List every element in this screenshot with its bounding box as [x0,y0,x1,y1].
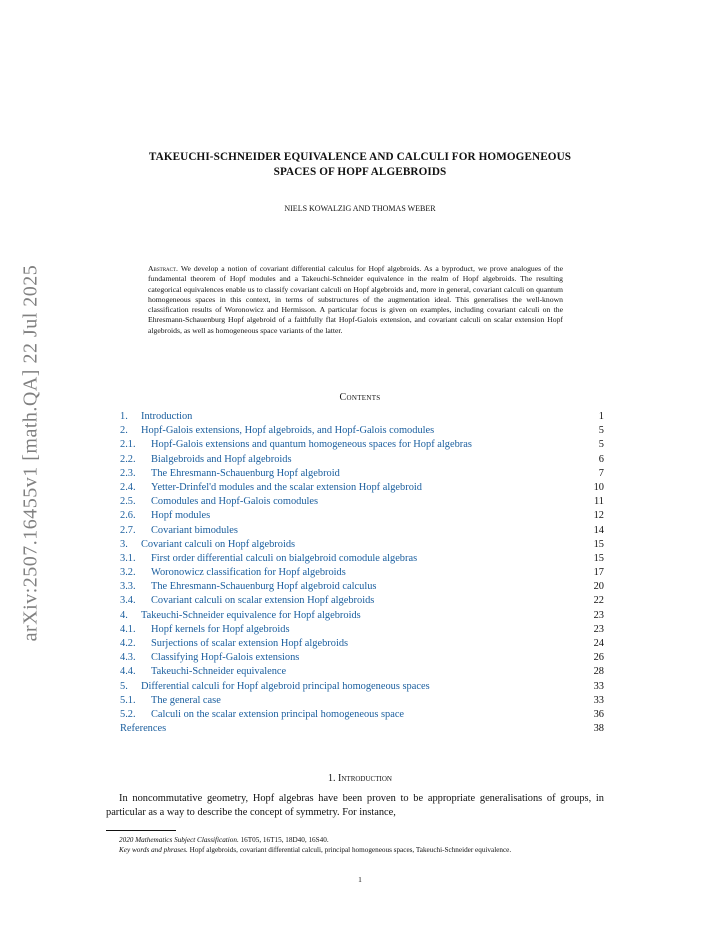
toc-entry-number: 3.3. [120,581,136,593]
toc-entry-page: 23 [593,623,604,635]
toc-entry[interactable] [120,566,604,580]
toc-entry[interactable] [120,623,604,637]
toc-entry-number: 4.4. [120,666,136,678]
contents-heading: Contents [339,392,381,403]
toc-entry[interactable] [120,680,604,694]
toc-entry-title[interactable]: Differential calculi for Hopf algebroid principal homogeneous spaces [141,680,430,692]
toc-entry[interactable] [120,637,604,651]
toc-entry[interactable] [120,580,604,594]
section-number: 1. [328,773,336,784]
toc-entry[interactable] [120,694,604,708]
toc-entry-page: 5 [598,425,604,437]
title-line-2: SPACES OF HOPF ALGEBROIDS [273,166,447,178]
toc-entry-title[interactable]: Calculi on the scalar extension principal homogeneous space [151,708,405,720]
toc-entry-number: 2.2. [120,453,136,465]
toc-entry-title[interactable]: References [120,723,167,735]
toc-entry-page: 22 [593,595,604,607]
abstract-text: We develop a notion of covariant differential calculus for Hopf algebroids. As a byproduct, we prove analogues of the fundamental theorem of Hopf modules and a Takeuchi-Schneider equivalence in the realm of Hopf algebroids. The resulting categorical equivalences enable us to classify covariant calculi on Hopf algebroids and, more in general, covariant calculi on quantum homogeneous spaces in this context, in terms of substructures of the augmentation ideal. This generalises the well-known classification results of Woronowicz and Hermisson. A particular focus is given on examples, including covariant calculi on the Ehresmann-Schauenburg Hopf algebroid of a faithfully flat Hopf-Galois extension, and covariant calculi on scalar extension Hopf algebroids, as well as homogeneous space variants of the latter. [148,264,563,335]
toc-entry[interactable] [120,552,604,566]
toc-entry-page: 28 [593,666,604,678]
toc-entry-page: 36 [593,708,604,720]
toc-entry-page: 5 [598,439,604,451]
toc-entry-title[interactable]: Hopf-Galois extensions and quantum homogeneous spaces for Hopf algebras [151,439,472,451]
toc-entry-title[interactable]: Comodules and Hopf-Galois comodules [151,496,319,508]
toc-entry[interactable] [120,708,604,722]
toc-entry-title[interactable]: Hopf kernels for Hopf algebroids [151,623,290,635]
abstract-label: Abstract. [148,264,178,273]
msc-text: 16T05, 16T15, 18D40, 16S40. [240,836,329,844]
footnote-keywords [106,846,604,856]
page-number: 1 [358,875,362,884]
intro-paragraph: In noncommutative geometry, Hopf algebras have been proven to be appropriate generalisations of groups, in particular as a way to describe the concept of symmetry. For instance, [106,793,604,818]
toc-entry-title[interactable]: First order differential calculi on bialgebroid comodule algebras [151,552,418,564]
toc-entry-title[interactable]: Covariant calculi on Hopf algebroids [141,538,296,550]
section-heading [100,773,620,784]
toc-entry-number: 3.2. [120,567,136,579]
msc-label: 2020 Mathematics Subject Classification. [119,836,239,844]
toc-entry-number: 5. [120,680,128,692]
keywords-text: Hopf algebroids, covariant differential calculi, principal homogeneous spaces, Takeuchi-Schneider equivalence. [189,845,512,854]
toc-entry[interactable] [120,424,604,438]
toc-entry-page: 33 [593,694,604,706]
toc-entry-number: 1. [120,411,128,422]
toc-entry-number: 3.4. [120,595,136,607]
toc-entry[interactable] [120,594,604,608]
toc-entry[interactable] [120,665,604,679]
toc-entry-page: 24 [593,638,604,649]
toc-entry-number: 4.1. [120,623,136,635]
arxiv-stamp [18,248,44,658]
toc-entry-title[interactable]: Classifying Hopf-Galois extensions [151,652,300,664]
toc-entry-title[interactable]: Bialgebroids and Hopf algebroids [151,453,292,465]
toc-entry-title[interactable]: Takeuchi-Schneider equivalence [151,666,287,678]
toc-entry-page: 11 [593,496,604,508]
toc-entry-title[interactable]: The general case [151,694,221,706]
toc-entry-page: 10 [593,481,604,493]
toc-entry-page: 17 [593,567,604,579]
toc-entry-page: 15 [593,552,604,564]
toc-entry-page: 14 [593,524,604,536]
keywords-label: Key words and phrases. [119,845,188,854]
toc-entry[interactable] [120,481,604,495]
toc-entry-number: 2.3. [120,467,136,479]
toc-entry[interactable] [120,651,604,665]
toc-entry-page: 7 [598,467,604,479]
abstract [148,264,563,336]
toc-entry-page: 23 [593,609,604,621]
toc-entry-page: 20 [593,581,604,593]
toc-entry[interactable] [120,538,604,552]
footnote-rule [106,830,176,831]
toc-entry-page: 33 [593,680,604,692]
table-of-contents [120,410,604,736]
toc-entry-number: 2.5. [120,496,136,508]
toc-entry-number: 4.2. [120,638,136,649]
authors: NIELS KOWALZIG AND THOMAS WEBER [284,204,436,213]
toc-entry[interactable] [120,467,604,481]
toc-entry-title[interactable]: Hopf-Galois extensions, Hopf algebroids, and Hopf-Galois comodules [141,425,435,437]
toc-entry[interactable] [120,453,604,467]
toc-entry-page: 12 [593,510,604,522]
toc-entry[interactable] [120,410,604,424]
toc-entry-page: 26 [593,652,604,664]
toc-entry-number: 2.4. [120,481,136,493]
toc-entry[interactable] [120,438,604,452]
toc-entry-title[interactable]: The Ehresmann-Schauenburg Hopf algebroid calculus [151,581,377,593]
toc-entry[interactable] [120,609,604,623]
toc-entry-title[interactable]: Covariant calculi on scalar extension Hopf algebroids [151,595,375,607]
toc-entry-number: 4.3. [120,652,136,664]
toc-entry[interactable] [120,509,604,523]
section-title: Introduction [338,773,392,784]
toc-entry-number: 3. [120,538,128,550]
toc-entry-number: 5.1. [120,694,136,706]
toc-entry-title[interactable]: Surjections of scalar extension Hopf algebroids [151,638,349,649]
toc-entry[interactable] [120,524,604,538]
toc-entry-title[interactable]: Woronowicz classification for Hopf algebroids [151,567,346,579]
toc-entry-title[interactable]: Takeuchi-Schneider equivalence for Hopf algebroids [141,609,361,621]
paper-title [100,150,620,180]
toc-entry-page: 6 [598,453,604,465]
toc-entry-page: 15 [593,538,604,550]
toc-entry-number: 2.7. [120,524,136,536]
footnotes [106,836,604,855]
toc-entry-title[interactable]: Hopf modules [151,510,211,522]
toc-entry-title[interactable]: Covariant bimodules [151,524,238,536]
footnote-msc [106,836,604,846]
toc-entry-number: 2.1. [120,439,136,451]
toc-entry-title[interactable]: Introduction [141,411,193,422]
toc-entry[interactable] [120,722,604,736]
toc-entry-number: 3.1. [120,552,136,564]
toc-entry-page: 1 [598,411,604,422]
toc-entry-number: 2. [120,425,128,437]
toc-entry-number: 2.6. [120,510,136,522]
title-line-1: TAKEUCHI-SCHNEIDER EQUIVALENCE AND CALCULI FOR HOMOGENEOUS [148,151,572,163]
toc-entry-page: 38 [593,723,604,735]
toc-entry-number: 5.2. [120,708,136,720]
toc-entry-title[interactable]: The Ehresmann-Schauenburg Hopf algebroid [151,467,340,479]
toc-entry-number: 4. [120,609,128,621]
toc-entry[interactable] [120,495,604,509]
arxiv-stamp-text: arXiv:2507.16455v1 [math.QA] 22 Jul 2025 [19,264,42,642]
toc-entry-title[interactable]: Yetter-Drinfel'd modules and the scalar extension Hopf algebroid [151,481,422,493]
